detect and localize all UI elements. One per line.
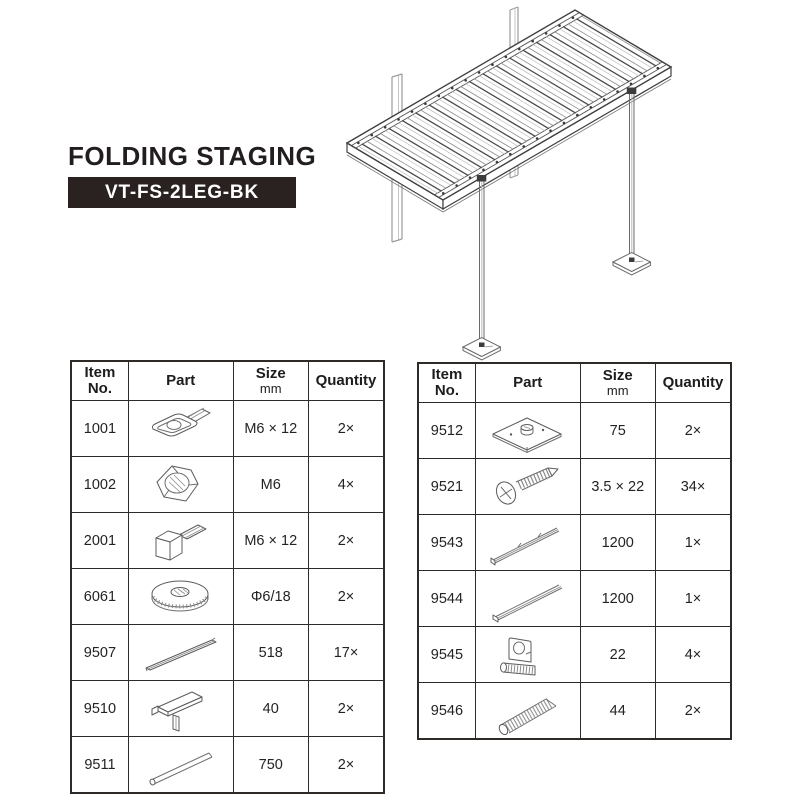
- size-cell: 44: [580, 683, 655, 740]
- item-no-cell: 9544: [418, 571, 475, 627]
- item-no-cell: 6061: [71, 569, 128, 625]
- quantity-cell: 34×: [655, 459, 731, 515]
- flange-tee-nut-icon: [138, 405, 224, 453]
- header-item-no: Item No.: [418, 363, 475, 403]
- tee-bracket-icon: [138, 685, 224, 733]
- quantity-cell: 2×: [655, 683, 731, 740]
- item-no-cell: 2001: [71, 513, 128, 569]
- part-cell: [475, 459, 580, 515]
- table-row: [71, 401, 384, 457]
- header-quantity: Quantity: [308, 361, 384, 401]
- table-row: [418, 571, 731, 627]
- serrated-washer-icon: [138, 573, 224, 621]
- leg-left-icon: [477, 175, 487, 339]
- item-no-cell: 9546: [418, 683, 475, 740]
- edge-rail-icon: [485, 575, 571, 623]
- quantity-cell: 2×: [308, 401, 384, 457]
- quantity-cell: 1×: [655, 571, 731, 627]
- model-badge: [68, 177, 296, 208]
- quantity-cell: 4×: [655, 627, 731, 683]
- item-no-cell: 9545: [418, 627, 475, 683]
- header-size: Size mm: [580, 363, 655, 403]
- header-row: [71, 361, 384, 401]
- part-cell: [475, 515, 580, 571]
- deck-icon: [347, 10, 671, 212]
- item-no-cell: 9512: [418, 403, 475, 459]
- quantity-cell: 2×: [308, 569, 384, 625]
- part-cell: [475, 403, 580, 459]
- item-no-cell: 9521: [418, 459, 475, 515]
- item-no-cell: 1001: [71, 401, 128, 457]
- quantity-cell: 2×: [308, 513, 384, 569]
- item-no-cell: 9507: [71, 625, 128, 681]
- part-cell: [128, 401, 233, 457]
- item-no-cell: 9511: [71, 737, 128, 794]
- table-row: [71, 681, 384, 737]
- size-cell: 1200: [580, 571, 655, 627]
- size-cell: 22: [580, 627, 655, 683]
- model-number: VT-FS-2LEG-BK: [105, 181, 259, 203]
- part-cell: [475, 683, 580, 740]
- header-part: Part: [475, 363, 580, 403]
- part-cell: [128, 457, 233, 513]
- base-plate-right-icon: [613, 253, 650, 276]
- size-cell: 75: [580, 403, 655, 459]
- table-row: [418, 683, 731, 740]
- countersunk-screw-icon: [485, 463, 571, 511]
- page-title: FOLDING STAGING: [68, 141, 317, 171]
- part-cell: [128, 625, 233, 681]
- part-cell: [475, 571, 580, 627]
- item-no-cell: 9510: [71, 681, 128, 737]
- part-cell: [128, 681, 233, 737]
- table-row: [418, 403, 731, 459]
- tee-bolt-icon: [138, 517, 224, 565]
- table-row: [71, 457, 384, 513]
- table-row: [71, 569, 384, 625]
- round-tube-icon: [138, 741, 224, 789]
- threaded-rod-icon: [485, 687, 571, 735]
- table-row: [71, 737, 384, 794]
- base-plate-left-icon: [463, 338, 500, 361]
- table-row: [418, 459, 731, 515]
- quantity-cell: 17×: [308, 625, 384, 681]
- table-row: [71, 625, 384, 681]
- size-cell: Φ6/18: [233, 569, 308, 625]
- item-no-cell: 1002: [71, 457, 128, 513]
- header-size: Size mm: [233, 361, 308, 401]
- size-cell: M6 × 12: [233, 401, 308, 457]
- leg-right-icon: [627, 88, 637, 255]
- part-cell: [128, 569, 233, 625]
- size-cell: M6 × 12: [233, 513, 308, 569]
- quantity-cell: 2×: [308, 737, 384, 794]
- edge-rail-tabs-icon: [485, 519, 571, 567]
- part-cell: [128, 513, 233, 569]
- size-cell: 518: [233, 625, 308, 681]
- part-cell: [475, 627, 580, 683]
- quantity-cell: 4×: [308, 457, 384, 513]
- part-cell: [128, 737, 233, 794]
- parts-table-right: [417, 362, 732, 740]
- size-cell: 3.5 × 22: [580, 459, 655, 515]
- hex-nut-icon: [138, 461, 224, 509]
- size-cell: M6: [233, 457, 308, 513]
- size-cell: 750: [233, 737, 308, 794]
- header-quantity: Quantity: [655, 363, 731, 403]
- header-item-no: Item No.: [71, 361, 128, 401]
- parts-table-left: [70, 360, 385, 794]
- table-row: [418, 627, 731, 683]
- slat-profile-icon: [138, 629, 224, 677]
- quantity-cell: 2×: [308, 681, 384, 737]
- table-row: [71, 513, 384, 569]
- item-no-cell: 9543: [418, 515, 475, 571]
- header-part: Part: [128, 361, 233, 401]
- header-row: [418, 363, 731, 403]
- table-row: [418, 515, 731, 571]
- quantity-cell: 2×: [655, 403, 731, 459]
- folding-staging-isometric-drawing: [330, 0, 800, 365]
- size-cell: 1200: [580, 515, 655, 571]
- base-plate-icon: [485, 407, 571, 455]
- quantity-cell: 1×: [655, 515, 731, 571]
- size-cell: 40: [233, 681, 308, 737]
- clamp-nut-icon: [485, 631, 571, 679]
